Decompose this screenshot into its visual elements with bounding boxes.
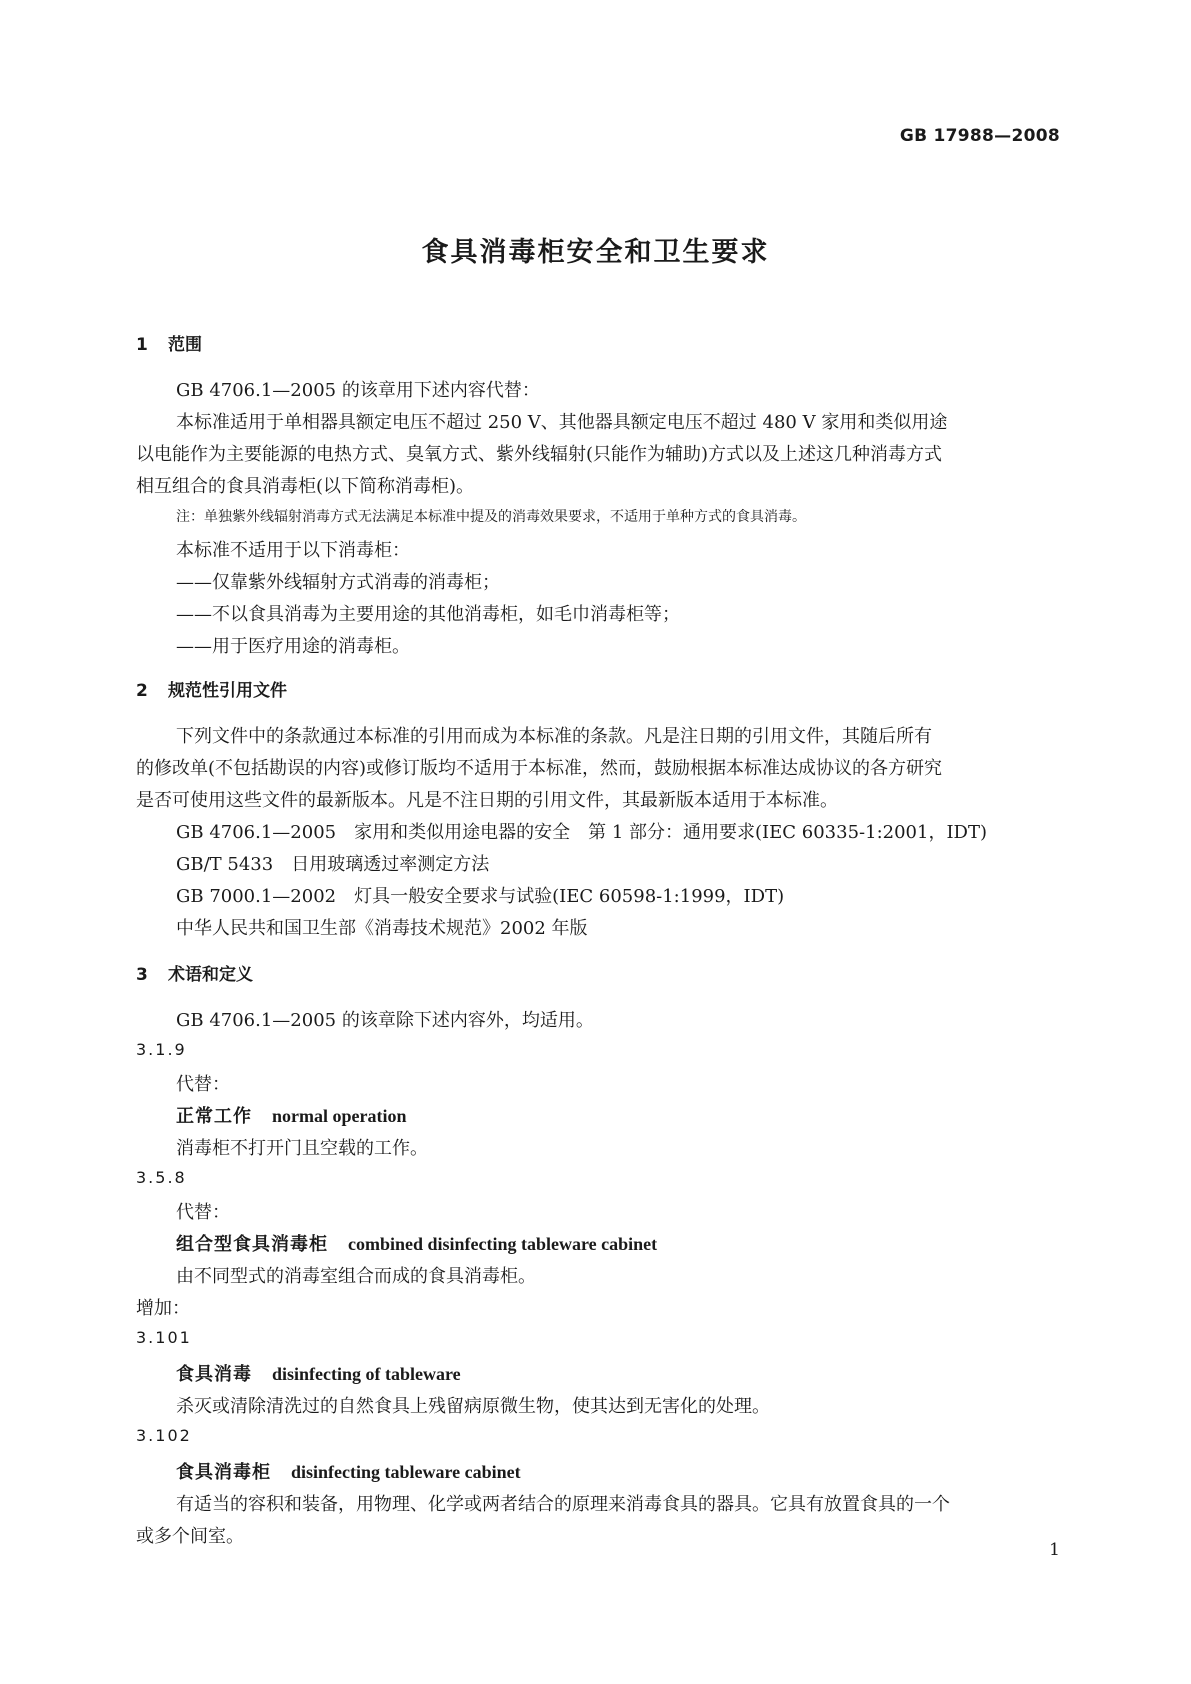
section-2-heading	[136, 676, 287, 701]
term-definition: 或多个间室。	[136, 1526, 244, 1547]
term-definition: 消毒柜不打开门且空载的工作。	[176, 1138, 428, 1159]
paragraph-line: 以电能作为主要能源的电热方式、臭氧方式、紫外线辐射(只能作为辅助)方式以及上述这几种消毒方式	[136, 444, 943, 465]
paragraph-line: 相互组合的食具消毒柜(以下简称消毒柜)。	[136, 476, 475, 497]
reference-item: 中华人民共和国卫生部《消毒技术规范》2002 年版	[176, 918, 588, 939]
exclusion-intro: 本标准不适用于以下消毒柜：	[176, 540, 410, 561]
paragraph-line: 是否可使用这些文件的最新版本。凡是不注日期的引用文件，其最新版本适用于本标准。	[136, 790, 838, 811]
page-number: 1	[1049, 1540, 1060, 1560]
clause-number: 3.102	[136, 1426, 192, 1445]
exclusion-item: ——不以食具消毒为主要用途的其他消毒柜，如毛巾消毒柜等；	[176, 604, 680, 625]
term-zh: 组合型食具消毒柜	[176, 1234, 328, 1255]
term-en: disinfecting tableware cabinet	[291, 1462, 521, 1482]
note: 注：单独紫外线辐射消毒方式无法满足本标准中提及的消毒效果要求，不适用于单种方式的食具消毒。	[176, 509, 806, 525]
clause-number: 3.1.9	[136, 1040, 187, 1059]
reference-item: GB/T 5433 日用玻璃透过率测定方法	[176, 854, 490, 875]
addition-label: 增加：	[136, 1298, 190, 1319]
term	[176, 1230, 657, 1256]
section-number: 1	[136, 335, 148, 355]
section-3-heading	[136, 960, 253, 985]
exclusion-item: ——仅靠紫外线辐射方式消毒的消毒柜；	[176, 572, 500, 593]
section-title: 范围	[168, 335, 202, 355]
term-en: disinfecting of tableware	[272, 1364, 461, 1384]
paragraph-line: 的修改单(不包括勘误的内容)或修订版均不适用于本标准，然而，鼓励根据本标准达成协议的各方研究	[136, 758, 943, 779]
term-definition: 由不同型式的消毒室组合而成的食具消毒柜。	[176, 1266, 536, 1287]
term	[176, 1360, 461, 1386]
term-definition: 杀灭或清除清洗过的自然食具上残留病原微生物，使其达到无害化的处理。	[176, 1396, 770, 1417]
section-title: 规范性引用文件	[168, 681, 287, 701]
term	[176, 1102, 407, 1128]
clause-replace: 代替：	[176, 1202, 230, 1223]
paragraph-line: 本标准适用于单相器具额定电压不超过 250 V、其他器具额定电压不超过 480 V 家用和类似用途	[176, 412, 948, 433]
clause-replace: 代替：	[176, 1074, 230, 1095]
section-3-intro: GB 4706.1—2005 的该章除下述内容外，均适用。	[176, 1010, 594, 1031]
section-1-heading	[136, 330, 202, 355]
section-number: 3	[136, 965, 148, 985]
section-1-intro: GB 4706.1—2005 的该章用下述内容代替：	[176, 380, 540, 401]
term-zh: 食具消毒	[176, 1364, 252, 1385]
document-title: 食具消毒柜安全和卫生要求	[421, 237, 770, 268]
clause-number: 3.5.8	[136, 1168, 187, 1187]
section-number: 2	[136, 681, 148, 701]
standard-code: GB 17988—2008	[899, 126, 1060, 146]
term-zh: 食具消毒柜	[176, 1462, 271, 1483]
clause-number: 3.101	[136, 1328, 192, 1347]
term-en: combined disinfecting tableware cabinet	[348, 1234, 658, 1254]
term-definition: 有适当的容积和装备，用物理、化学或两者结合的原理来消毒食具的器具。它具有放置食具的一个	[176, 1494, 950, 1515]
reference-item: GB 4706.1—2005 家用和类似用途电器的安全 第 1 部分：通用要求(IEC 60335-1:2001，IDT)	[176, 822, 988, 843]
term-en: normal operation	[272, 1106, 407, 1126]
reference-item: GB 7000.1—2002 灯具一般安全要求与试验(IEC 60598-1:1999，IDT)	[176, 886, 785, 907]
term	[176, 1458, 521, 1484]
exclusion-item: ——用于医疗用途的消毒柜。	[176, 636, 410, 657]
paragraph-line: 下列文件中的条款通过本标准的引用而成为本标准的条款。凡是注日期的引用文件，其随后所有	[176, 726, 932, 747]
section-title: 术语和定义	[168, 965, 253, 985]
term-zh: 正常工作	[176, 1106, 252, 1127]
